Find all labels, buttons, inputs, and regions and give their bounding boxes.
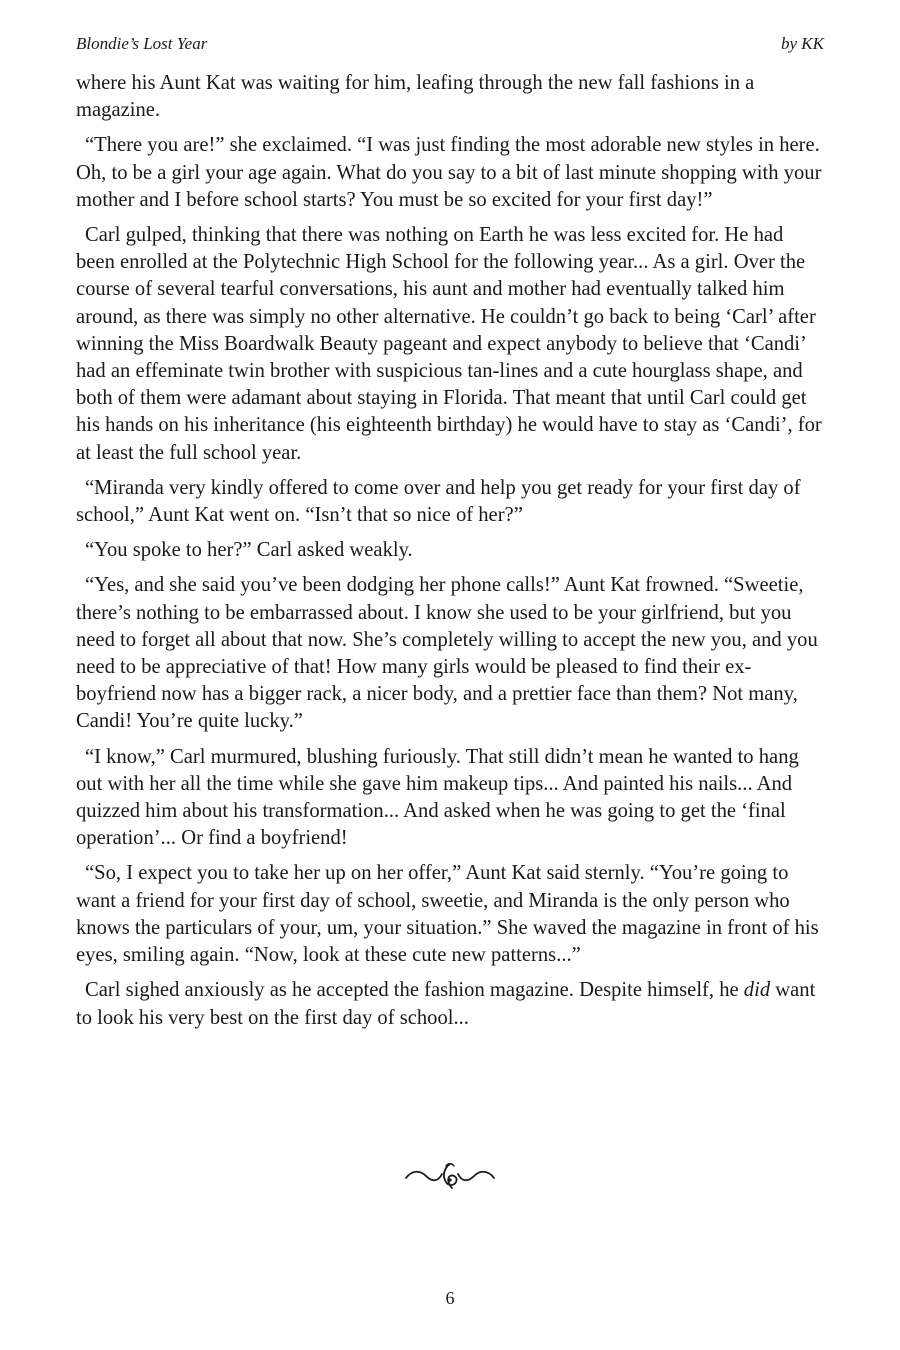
paragraph: “You spoke to her?” Carl asked weakly. xyxy=(85,539,413,562)
paragraph: Carl gulped, thinking that there was nothing on Earth he was less excited for. He had been enrolled at the Polytechnic High School for the following year... As a girl. Over the course of several tearful conversations, his aunt and mother had eventually talked him around, as there was simply no other alternative. He couldn’t go back to being ‘Carl’ after winning the Miss Boardwalk Beauty pageant and expect anybody to believe that ‘Candi’ had an effeminate twin brother with suspicious tan-lines and a cute hourglass shape, and both of them were adamant about staying in Florida. That meant that until Carl could get his hands on his inheritance (his eighteenth birthday) he would have to stay as ‘Candi’, for at least the full school year. xyxy=(76,224,822,464)
paragraph: “There you are!” she exclaimed. “I was just finding the most adorable new styles in here. Oh, to be a girl your age again. What do you say to a bit of last minute shopping with your mother and I before school starts? You must be so excited for your first day!” xyxy=(76,134,822,211)
paragraph: “Yes, and she said you’ve been dodging her phone calls!” Aunt Kat frowned. “Sweetie, there’s nothing to be embarrassed about. I know she used to be your girlfriend, but you need to forget all about that now. She’s completely willing to accept the new you, and you need to be appreciative of that! How many girls would be pleased to find their ex-boyfriend now has a bigger rack, a nicer body, and a prettier face than them? Not many, Candi! You’re quite lucky.” xyxy=(76,574,818,733)
body-text xyxy=(76,70,826,1040)
paragraph-text: want to look his very best on the first day of school... xyxy=(76,979,816,1029)
paragraph: “So, I expect you to take her up on her offer,” Aunt Kat said sternly. “You’re going to want a friend for your first day of school, sweetie, and Miranda is the only person who knows the particulars of your, um, your situation.” She waved the magazine in front of his eyes, smiling again. “Now, look at these cute new patterns...” xyxy=(76,862,819,967)
paragraph: where his Aunt Kat was waiting for him, leafing through the new fall fashions in a magazine. xyxy=(76,72,755,122)
book-title: Blondie’s Lost Year xyxy=(76,34,208,53)
paragraph: “Miranda very kindly offered to come over and help you get ready for your first day of school,” Aunt Kat went on. “Isn’t that so nice of her?” xyxy=(76,476,801,527)
running-header xyxy=(76,34,824,60)
author-credit: by KK xyxy=(781,34,824,53)
page-number: 6 xyxy=(445,1288,455,1308)
paragraph-text: Carl sighed anxiously as he accepted the fashion magazine. Despite himself, he xyxy=(85,979,744,1002)
emphasized-word: did xyxy=(743,979,771,1002)
paragraph xyxy=(76,977,826,1031)
section-divider xyxy=(0,1158,900,1192)
fleuron-divider-icon xyxy=(402,1158,498,1192)
paragraph: “I know,” Carl murmured, blushing furiously. That still didn’t mean he wanted to hang out with her all the time while she gave him makeup tips... And painted his nails... And quizzed him about his transformation... And asked when he was going to get the ‘final operation’... Or find a boyfriend! xyxy=(76,745,799,850)
